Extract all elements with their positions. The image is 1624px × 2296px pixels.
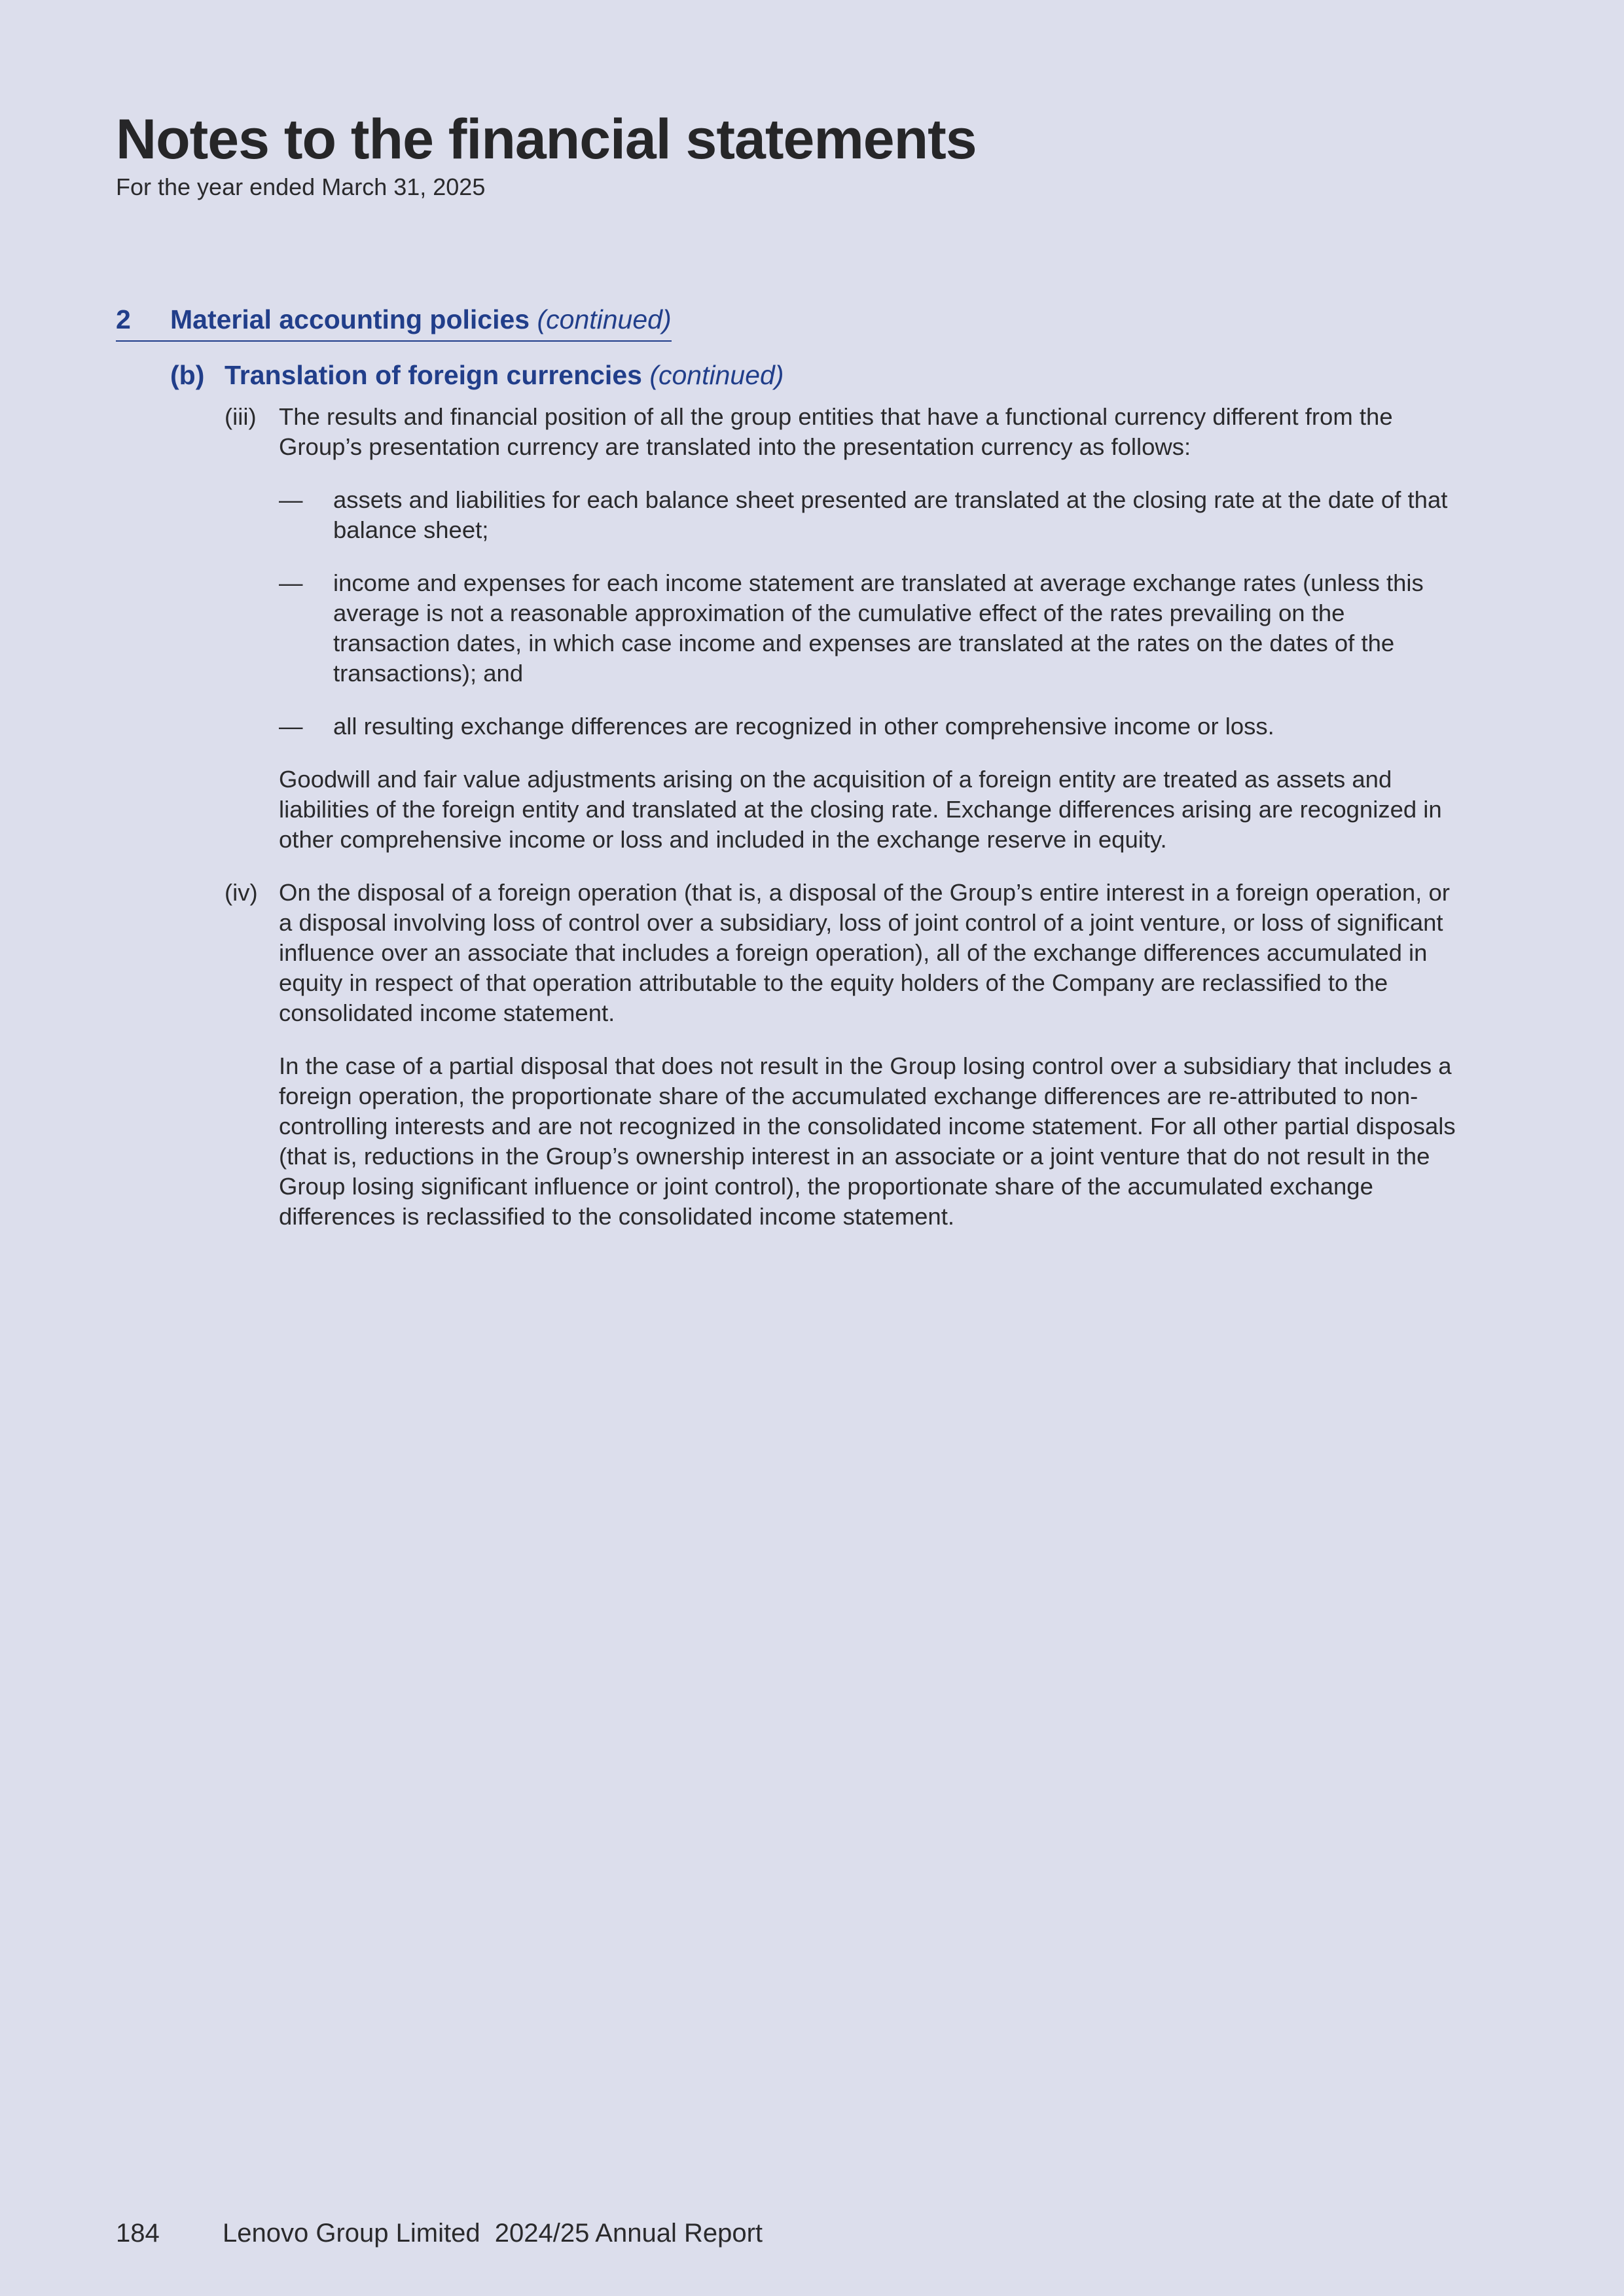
subsection-title: Translation of foreign currencies xyxy=(225,360,642,390)
page-subtitle: For the year ended March 31, 2025 xyxy=(116,173,486,200)
item-paragraph: On the disposal of a foreign operation (that is, a disposal of the Group’s entire interest in a foreign operation, or a disposal involving loss of control over a subsidiary, loss of joint control of a joint venture, or loss of significant influence over an associate that includes a foreign operation), all of the exchange differences accumulated in equity in respect of that operation attributable to the equity holders of the Company are reclassified to the consolidated income statement. xyxy=(279,879,1450,1026)
item-content xyxy=(279,878,1468,1232)
dash-bullet-icon: — xyxy=(279,569,303,596)
item-after-paragraph: Goodwill and fair value adjustments arising on the acquisition of a foreign entity are treated as assets and liabilities of the foreign entity and translated at the closing rate. Exchange differences arising are recognized in other comprehensive income or loss and included in the exchange reserve in equity. xyxy=(279,766,1442,853)
bullet-text: income and expenses for each income statement are translated at average exchange rates (unless this average is not a reasonable approximation of the cumulative effect of the rates prevailing on the transaction dates, in which case income and expenses are translated at the rates on the dates of the transactions); and xyxy=(333,569,1424,687)
subsection-heading xyxy=(170,360,784,391)
subsection-continued: (continued) xyxy=(649,360,784,390)
item-content xyxy=(279,402,1468,855)
list-item-iii xyxy=(225,402,1468,878)
section-heading xyxy=(116,304,672,342)
section-number: 2 xyxy=(116,304,131,334)
section-title: Material accounting policies xyxy=(170,304,530,334)
page-number: 184 xyxy=(116,2219,160,2248)
section-continued: (continued) xyxy=(537,304,672,334)
subsection-letter: (b) xyxy=(170,360,205,390)
report-name: Lenovo Group Limited 2024/25 Annual Report xyxy=(223,2219,763,2248)
bullet-text: assets and liabilities for each balance sheet presented are translated at the closing rate at the date of that balance sheet; xyxy=(333,486,1448,543)
bullet-item xyxy=(279,711,1468,742)
bullet-text: all resulting exchange differences are recognized in other comprehensive income or loss. xyxy=(333,713,1274,740)
bullet-item xyxy=(279,485,1468,545)
page-footer xyxy=(116,2219,763,2248)
item-intro-paragraph: The results and financial position of all the group entities that have a functional currency different from the Group’s presentation currency are translated into the presentation currency as follows: xyxy=(279,403,1393,460)
item-marker: (iii) xyxy=(225,403,257,430)
item-marker: (iv) xyxy=(225,879,258,906)
item-paragraph: In the case of a partial disposal that does not result in the Group losing control over a subsidiary that includes a foreign operation, the proportionate share of the accumulated exchange differences are re-attributed to non-controlling interests and are not recognized in the consolidated income statement. For all other partial disposals (that is, reductions in the Group’s ownership interest in an associate or a joint venture that do not result in the Group losing significant influence or joint control), the proportionate share of the accumulated exchange differences is reclassified to the consolidated income statement. xyxy=(279,1052,1456,1230)
dash-bullet-icon: — xyxy=(279,486,303,513)
page-title: Notes to the financial statements xyxy=(116,108,977,171)
dash-bullet-icon: — xyxy=(279,713,303,740)
list-item-iv xyxy=(225,878,1468,1255)
bullet-item xyxy=(279,568,1468,689)
